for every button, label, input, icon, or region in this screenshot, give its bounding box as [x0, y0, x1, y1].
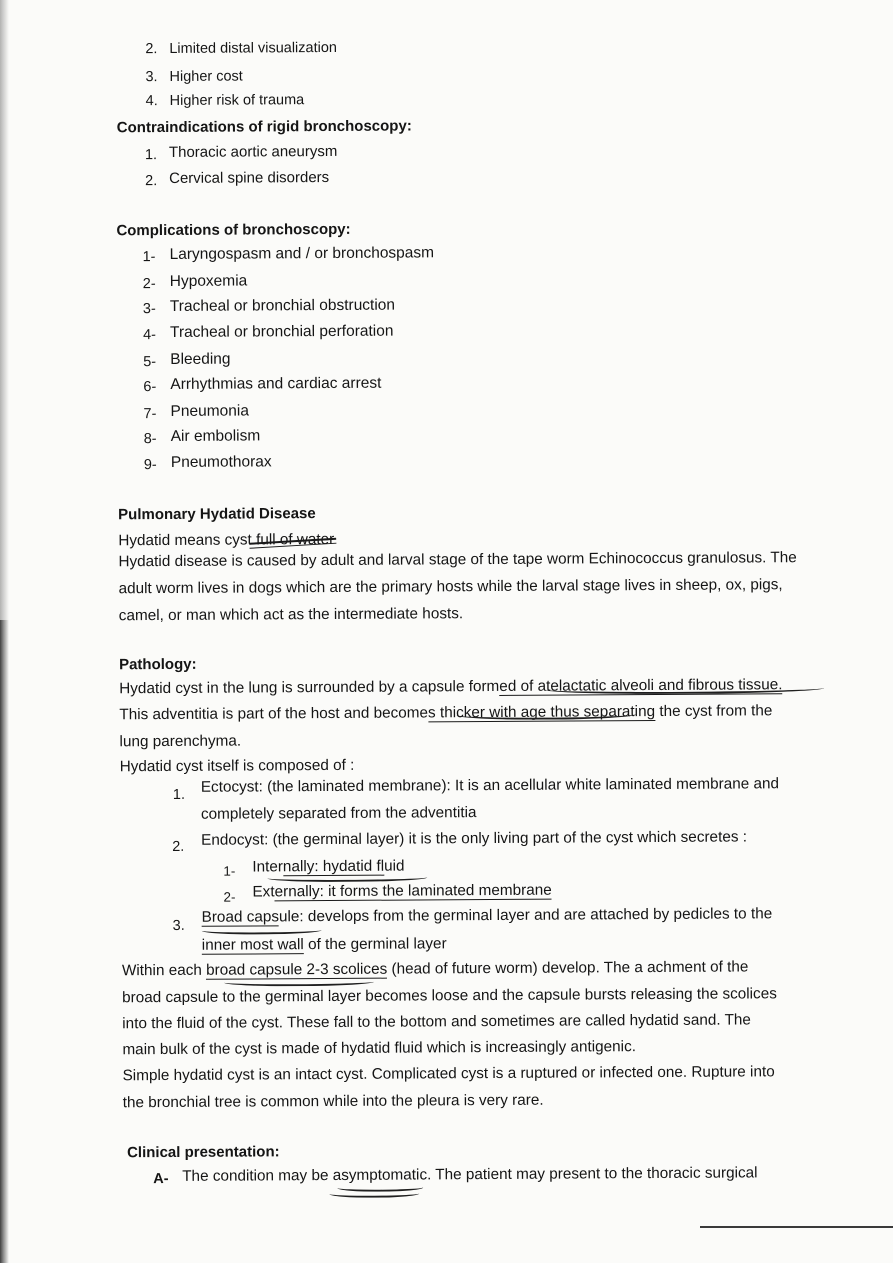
list-number: 3.: [145, 69, 158, 86]
paragraph-line: adult worm lives in dogs which are the primary hosts while the larval stage lives in sheep, ox, pigs,: [118, 576, 783, 598]
hydatid-meaning-prefix: Hydatid means: [118, 531, 225, 550]
list-number: 1.: [172, 786, 186, 803]
list-item-broad-capsule-cont-rest: of the germinal layer: [303, 935, 447, 954]
list-number: 2.: [145, 41, 158, 58]
list-item-ectocyst: Ectocyst: (the laminated membrane): It is an acellular white laminated membrane and: [200, 775, 780, 796]
list-item: Pneumonia: [170, 402, 249, 420]
list-number: 5-: [143, 354, 157, 371]
clinical-text-start: The condition may be: [182, 1166, 333, 1185]
pathology-line2-rest: the cyst from the: [655, 702, 773, 721]
section-heading-clinical: Clinical presentation:: [126, 1143, 280, 1162]
pathology-line1-text: Hydatid cyst in the lung is surrounded by a capsule form: [119, 677, 500, 698]
list-number: 1-: [223, 863, 236, 879]
list-item: Laryngospasm and / or bronchospasm: [169, 244, 435, 263]
section-heading-hydatid: Pulmonary Hydatid Disease: [118, 505, 316, 524]
pen-underline-mark: [329, 1189, 419, 1198]
list-number: 7-: [143, 406, 157, 423]
list-number: 2.: [145, 173, 158, 190]
list-number: 2-: [223, 889, 236, 905]
list-number: 9-: [143, 457, 157, 474]
underlined-text: ed of atelactatic alveoli and fibrous tissue.: [499, 676, 783, 695]
sub-item-internally-start: Inter: [252, 858, 283, 876]
list-item: Higher cost: [169, 68, 243, 85]
paragraph-line: lung parenchyma.: [119, 732, 242, 751]
list-item: Air embolism: [170, 427, 261, 445]
list-item: Cervical spine disorders: [169, 168, 330, 187]
list-number: 6-: [143, 379, 157, 396]
within-text-rest: (head of future worm) develop. The a achment of the: [387, 958, 749, 978]
paragraph-line: [122, 957, 749, 981]
underlined-text: inner most wall: [201, 936, 304, 954]
sub-item-internally-end: uid: [384, 857, 405, 875]
underlined-text: Broad caps: [201, 908, 280, 926]
hydatid-meaning-cyst: cyst: [224, 531, 252, 549]
list-item: Limited distal visualization: [169, 39, 337, 57]
paragraph-line: into the fluid of the cyst. These fall to the bottom and sometimes are called hydatid sand. The: [122, 1011, 751, 1033]
list-number: 4-: [143, 327, 157, 344]
list-item-asymptomatic: [182, 1163, 757, 1187]
list-number: 3.: [172, 917, 185, 934]
hydatid-meaning: [118, 530, 334, 551]
list-item-broad-capsule-cont: [202, 934, 447, 955]
sub-item-externally: [252, 881, 551, 903]
paragraph-line: Hydatid cyst itself is composed of :: [119, 756, 355, 776]
clinical-text-rest: . The patient may present to the thoracic surgical: [427, 1164, 758, 1184]
list-item-broad-capsule-rest: ule: develops from the germinal layer and are attached by pedicles to the: [278, 905, 773, 926]
list-item: Pneumothorax: [170, 453, 272, 471]
list-item-ectocyst-cont: completely separated from the adventitia: [200, 804, 477, 823]
list-number: 8-: [143, 431, 157, 448]
section-heading-complications: Complications of bronchoscopy:: [116, 220, 351, 240]
pen-underline-mark: [224, 978, 374, 987]
paragraph-line: broad capsule to the germinal layer becomes loose and the capsule bursts releasing the scolices: [122, 985, 777, 1007]
pen-underline-mark: [202, 926, 322, 935]
paragraph-line: main bulk of the cyst is made of hydatid fluid which is increasingly antigenic.: [122, 1038, 637, 1059]
sub-item-externally-start: Ext: [252, 883, 275, 901]
underlined-text: ernally: it forms the laminated membrane: [274, 881, 552, 901]
underlined-text: nally: hydatid fl: [282, 857, 385, 876]
list-item: Hypoxemia: [169, 272, 248, 290]
list-item: Thoracic aortic aneurysm: [168, 142, 338, 161]
list-number: 1.: [144, 147, 158, 164]
underlined-text: s thicker with age thus separating: [427, 703, 656, 722]
clinical-text-asymptomatic: asymptomatic: [332, 1166, 428, 1184]
paragraph-line: camel, or man which act as the intermediate hosts.: [118, 605, 464, 625]
paragraph-line: the bronchial tree is common while into the pleura is very rare.: [122, 1091, 544, 1112]
list-item: Arrhythmias and cardiac arrest: [170, 374, 382, 393]
paragraph-line: Simple hydatid cyst is an intact cyst. Complicated cyst is a ruptured or infected one. Rupture into: [122, 1063, 775, 1085]
list-item: Tracheal or bronchial perforation: [169, 322, 394, 341]
section-heading-contraindications: Contraindications of rigid bronchoscopy:: [116, 117, 412, 137]
list-number: 2.: [172, 838, 185, 855]
list-number: 1-: [142, 249, 156, 266]
list-number: 2-: [142, 276, 156, 293]
pathology-line2-text: This adventitia is part of the host and become: [119, 704, 429, 724]
list-number: 4.: [145, 93, 158, 110]
struck-out-text: full of water: [251, 530, 335, 549]
paragraph-line: Hydatid disease is caused by adult and larval stage of the tape worm Echinococcus granulosus. The: [118, 549, 797, 571]
list-item-broad-capsule: [202, 904, 773, 927]
list-number: A-: [153, 1170, 169, 1188]
list-item: Tracheal or bronchial obstruction: [169, 296, 396, 315]
list-item: Bleeding: [170, 350, 231, 368]
list-item-endocyst: Endocyst: (the germinal layer) it is the only living part of the cyst which secretes :: [201, 828, 748, 849]
within-text-start: Within each: [121, 961, 207, 980]
list-number: 3-: [142, 301, 156, 318]
list-item: Higher risk of trauma: [169, 92, 305, 109]
section-heading-pathology: Pathology:: [119, 655, 197, 674]
paragraph-line: [119, 701, 772, 725]
underlined-text: broad capsule 2-3 scolices: [206, 960, 388, 979]
